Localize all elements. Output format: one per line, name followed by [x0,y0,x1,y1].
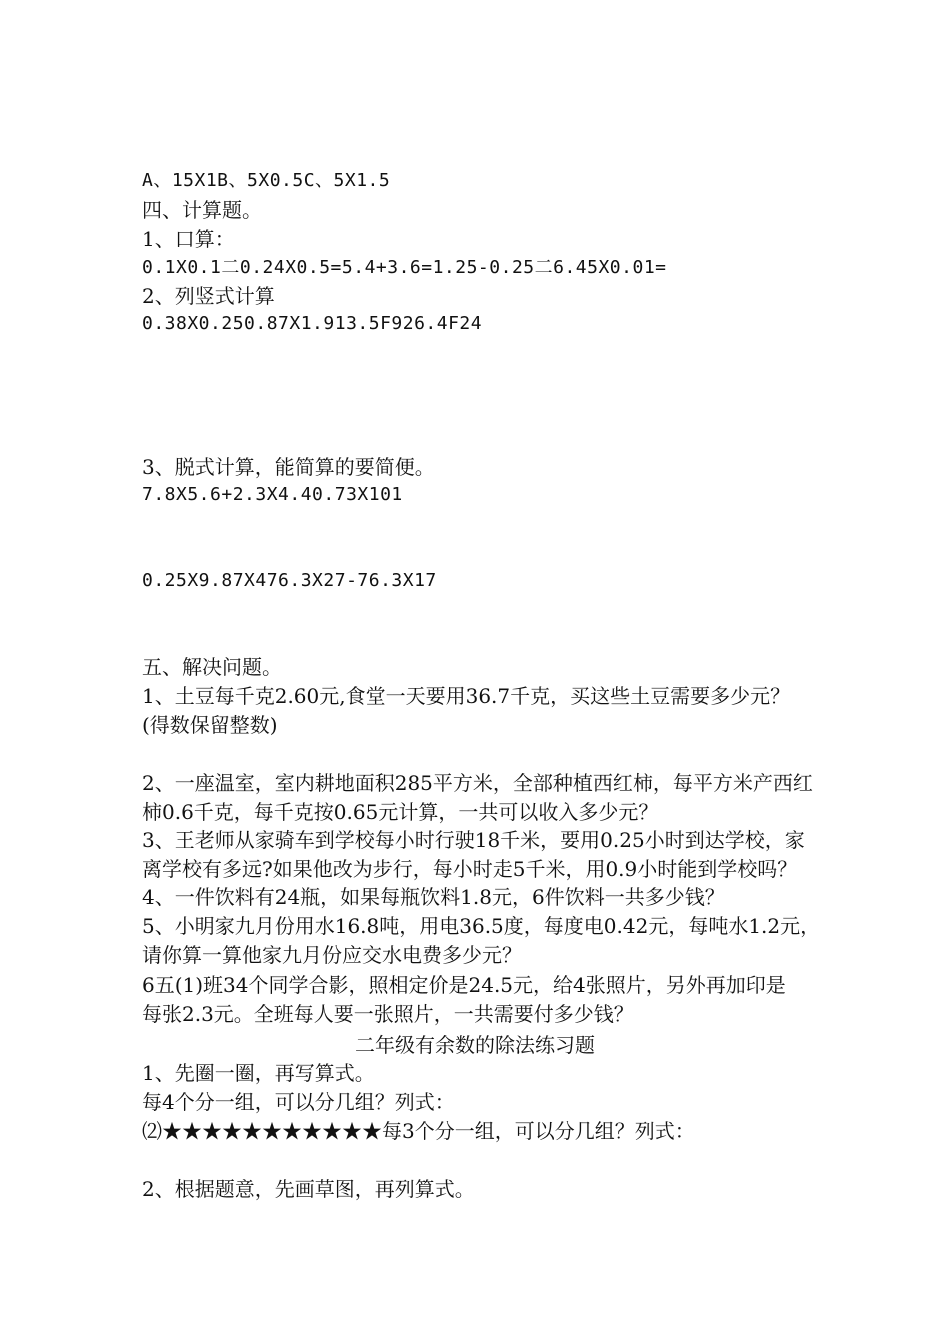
question-2-expressions: 0.38X0.250.87X1.913.5F926.4F24 [142,313,483,334]
problem-1-line-2: (得数保留整数) [142,713,278,737]
question-3-expressions-1: 7.8X5.6+2.3X4.40.73X101 [142,484,403,505]
problem-5-line-1: 5、小明家九月份用水16.8吨，用电36.5度，每度电0.42元，每吨水1.2元， [142,914,821,938]
grade-2-question-1-title: 1、先圈一圈，再写算式。 [142,1061,375,1085]
question-3-expressions-2: 0.25X9.87X476.3X27-76.3X17 [142,570,437,591]
problem-3-line-2: 离学校有多远?如果他改为步行，每小时走5千米，用0.9小时能到学校吗？ [142,857,798,881]
problem-2-line-1: 2、一座温室，室内耕地面积285平方米，全部种植西红柿，每平方米产西红 [142,771,813,795]
grade-2-question-1-line-2: ⑵★★★★★★★★★★★每3个分一组，可以分几组？列式： [142,1119,695,1143]
problem-2-line-2: 柿0.6千克，每千克按0.65元计算，一共可以收入多少元？ [142,800,659,824]
question-2-title: 2、列竖式计算 [142,284,275,308]
question-1-expressions: 0.1X0.1二0.24X0.5=5.4+3.6=1.25-0.25二6.45X0.01= [142,257,667,278]
section-5-title: 五、解决问题。 [142,655,282,679]
problem-1-line-1: 1、土豆每千克2.60元,食堂一天要用36.7千克，买这些土豆需要多少元？ [142,684,791,708]
grade-2-question-2-title: 2、根据题意，先画草图，再列算式。 [142,1177,475,1201]
grade-2-question-1-line-1: 每4个分一组，可以分几组？列式： [142,1090,455,1114]
problem-4-line-1: 4、一件饮料有24瓶，如果每瓶饮料1.8元，6件饮料一共多少钱？ [142,885,725,909]
problem-6-line-1: 6五(1)班34个同学合影，照相定价是24.5元，给4张照片，另外再加印是 [142,973,786,997]
question-3-title: 3、脱式计算，能简算的要简便。 [142,455,435,479]
section-4-title: 四、计算题。 [142,198,262,222]
problem-5-line-2: 请你算一算他家九月份应交水电费多少元？ [142,943,522,967]
question-1-title: 1、口算： [142,227,235,251]
problem-3-line-1: 3、王老师从家骑车到学校每小时行驶18千米，要用0.25小时到达学校，家 [142,828,805,852]
options-line: A、15X1B、5X0.5C、5X1.5 [142,170,391,191]
problem-6-line-2: 每张2.3元。全班每人要一张照片，一共需要付多少钱？ [142,1002,634,1026]
grade-2-title: 二年级有余数的除法练习题 [355,1033,595,1057]
